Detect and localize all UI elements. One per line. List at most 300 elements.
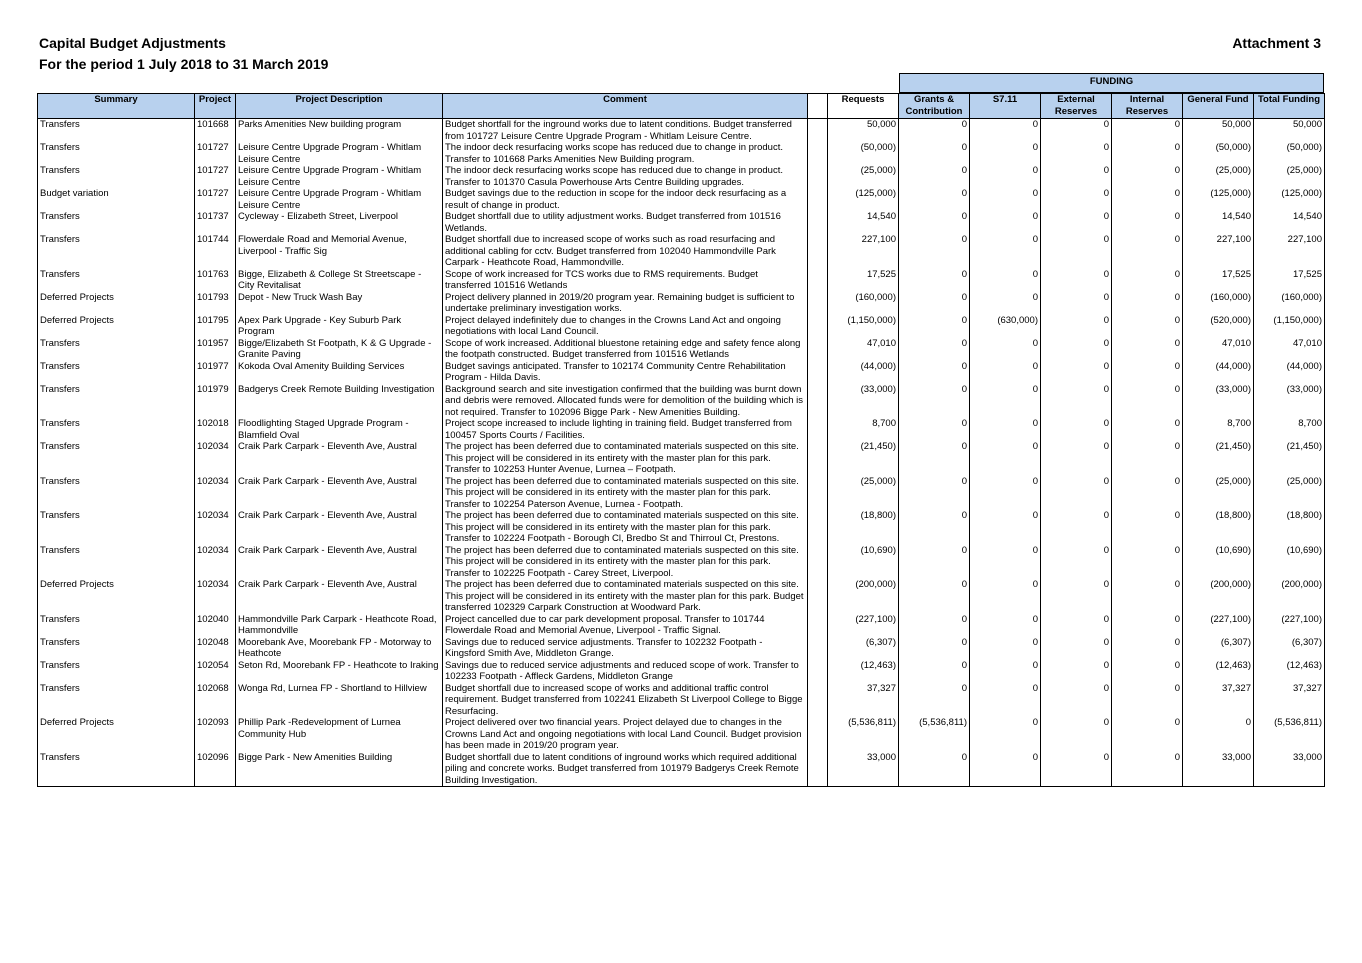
table-row [38,660,1325,683]
cell-project: 101737 [195,211,236,234]
cell-description: Craik Park Carpark - Eleventh Ave, Austral [236,510,443,545]
cell-general: (160,000) [1183,292,1254,315]
cell-requests: 8,700 [828,418,899,441]
cell-project: 102040 [195,614,236,637]
cell-external: 0 [1041,338,1112,361]
cell-summary: Transfers [38,418,195,441]
cell-s711: 0 [970,234,1041,269]
cell-general: 50,000 [1183,119,1254,143]
table-row [38,510,1325,545]
cell-grants: 0 [899,545,970,580]
cell-grants: 0 [899,660,970,683]
cell-gap [808,637,828,660]
cell-external: 0 [1041,269,1112,292]
cell-description: Wonga Rd, Lurnea FP - Shortland to Hillview [236,683,443,718]
col-general: General Fund [1183,94,1254,119]
cell-total: (227,100) [1254,614,1325,637]
cell-summary: Transfers [38,338,195,361]
cell-comment: The project has been deferred due to contaminated materials suspected on this site. This project will be considered in its entirety with the master plan for this park. Budget transferred 102329 Carpark Construction at Woodward Park. [443,579,808,614]
cell-s711: 0 [970,418,1041,441]
cell-summary: Deferred Projects [38,579,195,614]
cell-summary: Transfers [38,234,195,269]
cell-grants: 0 [899,418,970,441]
cell-total: (1,150,000) [1254,315,1325,338]
cell-internal: 0 [1112,545,1183,580]
cell-s711: 0 [970,292,1041,315]
cell-internal: 0 [1112,510,1183,545]
cell-total: 47,010 [1254,338,1325,361]
funding-group-header: FUNDING [899,73,1324,93]
cell-grants: 0 [899,142,970,165]
cell-grants: 0 [899,269,970,292]
cell-grants: 0 [899,292,970,315]
cell-project: 102034 [195,545,236,580]
cell-description: Apex Park Upgrade - Key Suburb Park Program [236,315,443,338]
cell-grants: 0 [899,579,970,614]
cell-comment: The indoor deck resurfacing works scope has reduced due to change in product. Transfer to 101668 Parks Amenities New Building program. [443,142,808,165]
cell-external: 0 [1041,119,1112,143]
cell-external: 0 [1041,614,1112,637]
cell-project: 102034 [195,441,236,476]
cell-comment: Budget savings due to the reduction in scope for the indoor deck resurfacing as a result of change in product. [443,188,808,211]
cell-description: Leisure Centre Upgrade Program - Whitlam Leisure Centre [236,165,443,188]
col-s711: S7.11 [970,94,1041,119]
cell-grants: 0 [899,384,970,419]
cell-comment: Background search and site investigation confirmed that the building was burnt down and debris were removed. Allocated funds were for demolition of the building which is not required. Transfer to 102096 Bigge Park - New Amenities Building. [443,384,808,419]
cell-general: (10,690) [1183,545,1254,580]
attachment-label: Attachment 3 [1232,35,1321,51]
cell-s711: 0 [970,119,1041,143]
cell-comment: Savings due to reduced service adjustments. Transfer to 102232 Footpath - Kingsford Smith Ave, Middleton Grange. [443,637,808,660]
cell-grants: 0 [899,188,970,211]
cell-general: (227,100) [1183,614,1254,637]
cell-requests: 17,525 [828,269,899,292]
cell-comment: Project cancelled due to car park development proposal. Transfer to 101744 Flowerdale Road and Memorial Avenue, Liverpool - Traffic Signal. [443,614,808,637]
cell-gap [808,315,828,338]
cell-total: 33,000 [1254,752,1325,787]
cell-summary: Transfers [38,361,195,384]
cell-requests: 47,010 [828,338,899,361]
cell-general: 17,525 [1183,269,1254,292]
cell-project: 101763 [195,269,236,292]
cell-project: 101668 [195,119,236,143]
cell-gap [808,269,828,292]
cell-internal: 0 [1112,188,1183,211]
col-gap [808,94,828,119]
document-title: Capital Budget Adjustments [39,35,226,51]
cell-general: 14,540 [1183,211,1254,234]
cell-internal: 0 [1112,234,1183,269]
table-header-row [38,94,1325,119]
cell-s711: 0 [970,211,1041,234]
budget-adjustments-table [37,93,1325,787]
cell-s711: 0 [970,165,1041,188]
cell-project: 101727 [195,188,236,211]
cell-s711: 0 [970,752,1041,787]
cell-general: (12,463) [1183,660,1254,683]
cell-description: Craik Park Carpark - Eleventh Ave, Austral [236,441,443,476]
cell-gap [808,361,828,384]
cell-external: 0 [1041,545,1112,580]
table-row [38,211,1325,234]
table-row [38,683,1325,718]
cell-internal: 0 [1112,269,1183,292]
cell-project: 101979 [195,384,236,419]
cell-general: 8,700 [1183,418,1254,441]
col-project: Project [195,94,236,119]
col-comment: Comment [443,94,808,119]
cell-requests: 37,327 [828,683,899,718]
cell-description: Craik Park Carpark - Eleventh Ave, Austral [236,545,443,580]
cell-requests: (125,000) [828,188,899,211]
cell-comment: Savings due to reduced service adjustments and reduced scope of work. Transfer to 102233 Footpath - Affleck Gardens, Middleton Grange [443,660,808,683]
cell-requests: (200,000) [828,579,899,614]
cell-grants: 0 [899,683,970,718]
cell-total: 17,525 [1254,269,1325,292]
col-external: External Reserves [1041,94,1112,119]
cell-requests: 33,000 [828,752,899,787]
cell-external: 0 [1041,142,1112,165]
cell-internal: 0 [1112,292,1183,315]
cell-external: 0 [1041,476,1112,511]
cell-gap [808,614,828,637]
cell-requests: (5,536,811) [828,717,899,752]
cell-grants: 0 [899,234,970,269]
cell-gap [808,683,828,718]
cell-comment: Budget shortfall for the inground works due to latent conditions. Budget transferred from 101727 Leisure Centre Upgrade Program - Whitlam Leisure Centre. [443,119,808,143]
cell-gap [808,418,828,441]
cell-s711: 0 [970,614,1041,637]
cell-requests: (50,000) [828,142,899,165]
cell-description: Badgerys Creek Remote Building Investigation [236,384,443,419]
cell-external: 0 [1041,234,1112,269]
cell-general: (25,000) [1183,476,1254,511]
cell-project: 102018 [195,418,236,441]
cell-comment: Scope of work increased for TCS works due to RMS requirements. Budget transferred 101516 Wetlands [443,269,808,292]
cell-comment: Budget savings anticipated. Transfer to 102174 Community Centre Rehabilitation Program - Hilda Davis. [443,361,808,384]
cell-requests: (21,450) [828,441,899,476]
cell-internal: 0 [1112,165,1183,188]
cell-comment: Budget shortfall due to increased scope of works such as road resurfacing and additional cabling for cctv. Budget transferred from 102040 Hammondville Park Carpark - Heathcote Road, Hammondville. [443,234,808,269]
cell-description: Leisure Centre Upgrade Program - Whitlam Leisure Centre [236,142,443,165]
cell-description: Seton Rd, Moorebank FP - Heathcote to Iraking [236,660,443,683]
table-row [38,315,1325,338]
cell-grants: 0 [899,361,970,384]
cell-description: Craik Park Carpark - Eleventh Ave, Austral [236,579,443,614]
cell-summary: Transfers [38,637,195,660]
cell-comment: Budget shortfall due to latent conditions of inground works which required additional piling and concrete works. Budget transferred from 101979 Badgerys Creek Remote Building Investigation. [443,752,808,787]
cell-general: (25,000) [1183,165,1254,188]
cell-external: 0 [1041,315,1112,338]
cell-description: Flowerdale Road and Memorial Avenue, Liverpool - Traffic Sig [236,234,443,269]
cell-internal: 0 [1112,476,1183,511]
cell-gap [808,188,828,211]
cell-grants: 0 [899,752,970,787]
cell-internal: 0 [1112,211,1183,234]
cell-internal: 0 [1112,752,1183,787]
cell-comment: Project scope increased to include lighting in training field. Budget transferred from 100457 Sports Courts / Facilities. [443,418,808,441]
cell-internal: 0 [1112,683,1183,718]
cell-project: 101957 [195,338,236,361]
cell-external: 0 [1041,361,1112,384]
cell-requests: (1,150,000) [828,315,899,338]
cell-general: 227,100 [1183,234,1254,269]
cell-description: Hammondville Park Carpark - Heathcote Road, Hammondville [236,614,443,637]
cell-external: 0 [1041,717,1112,752]
cell-grants: 0 [899,476,970,511]
cell-general: 47,010 [1183,338,1254,361]
cell-description: Phillip Park -Redevelopment of Lurnea Community Hub [236,717,443,752]
cell-project: 101727 [195,165,236,188]
cell-external: 0 [1041,188,1112,211]
cell-requests: (25,000) [828,476,899,511]
cell-description: Leisure Centre Upgrade Program - Whitlam Leisure Centre [236,188,443,211]
cell-s711: 0 [970,142,1041,165]
cell-gap [808,441,828,476]
cell-internal: 0 [1112,717,1183,752]
cell-general: (21,450) [1183,441,1254,476]
cell-s711: 0 [970,683,1041,718]
cell-summary: Transfers [38,614,195,637]
col-requests: Requests [828,94,899,119]
cell-grants: 0 [899,211,970,234]
cell-summary: Transfers [38,119,195,143]
cell-external: 0 [1041,579,1112,614]
col-description: Project Description [236,94,443,119]
cell-total: (25,000) [1254,476,1325,511]
cell-description: Bigge Park - New Amenities Building [236,752,443,787]
table-row [38,188,1325,211]
table-row [38,384,1325,419]
cell-internal: 0 [1112,142,1183,165]
cell-comment: The project has been deferred due to contaminated materials suspected on this site. This project will be considered in its entirety with the master plan for this park. Transfer to 102253 Hunter Avenue, Lurnea – Footpath. [443,441,808,476]
cell-gap [808,234,828,269]
cell-requests: (44,000) [828,361,899,384]
cell-external: 0 [1041,510,1112,545]
cell-general: (44,000) [1183,361,1254,384]
cell-summary: Transfers [38,211,195,234]
cell-total: (25,000) [1254,165,1325,188]
cell-total: 37,327 [1254,683,1325,718]
cell-total: (12,463) [1254,660,1325,683]
cell-general: (125,000) [1183,188,1254,211]
cell-external: 0 [1041,752,1112,787]
cell-s711: (630,000) [970,315,1041,338]
cell-project: 101793 [195,292,236,315]
cell-gap [808,717,828,752]
cell-gap [808,579,828,614]
cell-summary: Deferred Projects [38,717,195,752]
cell-general: (520,000) [1183,315,1254,338]
cell-s711: 0 [970,361,1041,384]
cell-summary: Transfers [38,441,195,476]
cell-total: (5,536,811) [1254,717,1325,752]
cell-gap [808,476,828,511]
table-row [38,165,1325,188]
cell-summary: Budget variation [38,188,195,211]
cell-project: 101795 [195,315,236,338]
cell-comment: Budget shortfall due to increased scope of works and additional traffic control requirement. Budget transferred from 102241 Elizabeth St Liverpool College to Bigge Resurfacing. [443,683,808,718]
cell-comment: Scope of work increased. Additional bluestone retaining edge and safety fence along the footpath constructed. Budget transferred from 101516 Wetlands [443,338,808,361]
cell-total: (33,000) [1254,384,1325,419]
cell-summary: Transfers [38,142,195,165]
cell-summary: Deferred Projects [38,292,195,315]
table-row [38,361,1325,384]
cell-requests: (25,000) [828,165,899,188]
cell-total: 227,100 [1254,234,1325,269]
cell-requests: (227,100) [828,614,899,637]
col-summary: Summary [38,94,195,119]
cell-summary: Transfers [38,545,195,580]
cell-grants: 0 [899,315,970,338]
cell-project: 102034 [195,510,236,545]
table-row [38,119,1325,143]
cell-total: 14,540 [1254,211,1325,234]
cell-description: Moorebank Ave, Moorebank FP - Motorway to Heathcote [236,637,443,660]
cell-summary: Transfers [38,510,195,545]
cell-total: (125,000) [1254,188,1325,211]
cell-grants: 0 [899,614,970,637]
table-row [38,142,1325,165]
cell-s711: 0 [970,269,1041,292]
cell-s711: 0 [970,510,1041,545]
cell-project: 102093 [195,717,236,752]
cell-internal: 0 [1112,660,1183,683]
cell-comment: The project has been deferred due to contaminated materials suspected on this site. This project will be considered in its entirety with the master plan for this park. Transfer to 102224 Footpath - Borough Cl, Bredbo St and Thirroul Ct, Prestons. [443,510,808,545]
cell-comment: Budget shortfall due to utility adjustment works. Budget transferred from 101516 Wetlands. [443,211,808,234]
cell-description: Bigge, Elizabeth & College St Streetscape - City Revitalisat [236,269,443,292]
cell-general: (200,000) [1183,579,1254,614]
cell-description: Craik Park Carpark - Eleventh Ave, Austral [236,476,443,511]
cell-total: (160,000) [1254,292,1325,315]
cell-internal: 0 [1112,361,1183,384]
cell-external: 0 [1041,211,1112,234]
cell-description: Depot - New Truck Wash Bay [236,292,443,315]
cell-grants: 0 [899,119,970,143]
cell-project: 102034 [195,476,236,511]
cell-summary: Transfers [38,165,195,188]
cell-gap [808,119,828,143]
table-row [38,418,1325,441]
cell-internal: 0 [1112,637,1183,660]
cell-s711: 0 [970,441,1041,476]
cell-project: 101744 [195,234,236,269]
cell-internal: 0 [1112,384,1183,419]
cell-external: 0 [1041,441,1112,476]
cell-summary: Transfers [38,384,195,419]
document-period: For the period 1 July 2018 to 31 March 2019 [39,56,329,72]
cell-internal: 0 [1112,441,1183,476]
table-row [38,637,1325,660]
cell-internal: 0 [1112,315,1183,338]
cell-total: (10,690) [1254,545,1325,580]
col-internal: Internal Reserves [1112,94,1183,119]
cell-requests: (33,000) [828,384,899,419]
cell-total: (6,307) [1254,637,1325,660]
cell-general: 0 [1183,717,1254,752]
cell-gap [808,752,828,787]
cell-summary: Transfers [38,660,195,683]
cell-grants: 0 [899,338,970,361]
table-row [38,234,1325,269]
table-row [38,441,1325,476]
cell-summary: Deferred Projects [38,315,195,338]
table-row [38,717,1325,752]
col-grants: Grants & Contribution [899,94,970,119]
cell-general: 37,327 [1183,683,1254,718]
cell-internal: 0 [1112,338,1183,361]
cell-summary: Transfers [38,476,195,511]
cell-summary: Transfers [38,269,195,292]
cell-project: 102034 [195,579,236,614]
cell-internal: 0 [1112,579,1183,614]
cell-s711: 0 [970,579,1041,614]
cell-general: 33,000 [1183,752,1254,787]
table-row [38,545,1325,580]
cell-summary: Transfers [38,683,195,718]
cell-description: Cycleway - Elizabeth Street, Liverpool [236,211,443,234]
cell-gap [808,211,828,234]
cell-comment: Project delayed indefinitely due to changes in the Crowns Land Act and ongoing negotiations with local Land Council. [443,315,808,338]
cell-external: 0 [1041,637,1112,660]
cell-requests: (10,690) [828,545,899,580]
cell-description: Floodlighting Staged Upgrade Program - Blamfield Oval [236,418,443,441]
cell-grants: 0 [899,165,970,188]
cell-s711: 0 [970,717,1041,752]
cell-external: 0 [1041,384,1112,419]
cell-project: 102048 [195,637,236,660]
cell-project: 101977 [195,361,236,384]
cell-grants: 0 [899,637,970,660]
cell-gap [808,142,828,165]
cell-comment: Project delivered over two financial years. Project delayed due to changes in the Crowns Land Act and ongoing negotiations with local Land Council. Budget provision has been made in 2019/20 program year. [443,717,808,752]
cell-grants: 0 [899,441,970,476]
cell-general: (18,800) [1183,510,1254,545]
cell-total: 50,000 [1254,119,1325,143]
cell-comment: The indoor deck resurfacing works scope has reduced due to change in product. Transfer to 101370 Casula Powerhouse Arts Centre Building upgrades. [443,165,808,188]
cell-gap [808,292,828,315]
cell-total: 8,700 [1254,418,1325,441]
cell-s711: 0 [970,476,1041,511]
cell-total: (200,000) [1254,579,1325,614]
cell-requests: (160,000) [828,292,899,315]
cell-s711: 0 [970,188,1041,211]
cell-gap [808,165,828,188]
table-row [38,338,1325,361]
cell-gap [808,545,828,580]
cell-internal: 0 [1112,119,1183,143]
cell-requests: 14,540 [828,211,899,234]
cell-requests: 227,100 [828,234,899,269]
col-total: Total Funding [1254,94,1325,119]
cell-s711: 0 [970,545,1041,580]
cell-external: 0 [1041,165,1112,188]
cell-general: (50,000) [1183,142,1254,165]
cell-total: (44,000) [1254,361,1325,384]
cell-internal: 0 [1112,614,1183,637]
cell-project: 102096 [195,752,236,787]
cell-s711: 0 [970,637,1041,660]
cell-description: Kokoda Oval Amenity Building Services [236,361,443,384]
cell-internal: 0 [1112,418,1183,441]
cell-s711: 0 [970,384,1041,419]
cell-requests: 50,000 [828,119,899,143]
cell-comment: The project has been deferred due to contaminated materials suspected on this site. This project will be considered in its entirety with the master plan for this park. Transfer to 102254 Paterson Avenue, Lurnea - Footpath. [443,476,808,511]
cell-project: 101727 [195,142,236,165]
cell-project: 102068 [195,683,236,718]
cell-requests: (12,463) [828,660,899,683]
cell-external: 0 [1041,292,1112,315]
